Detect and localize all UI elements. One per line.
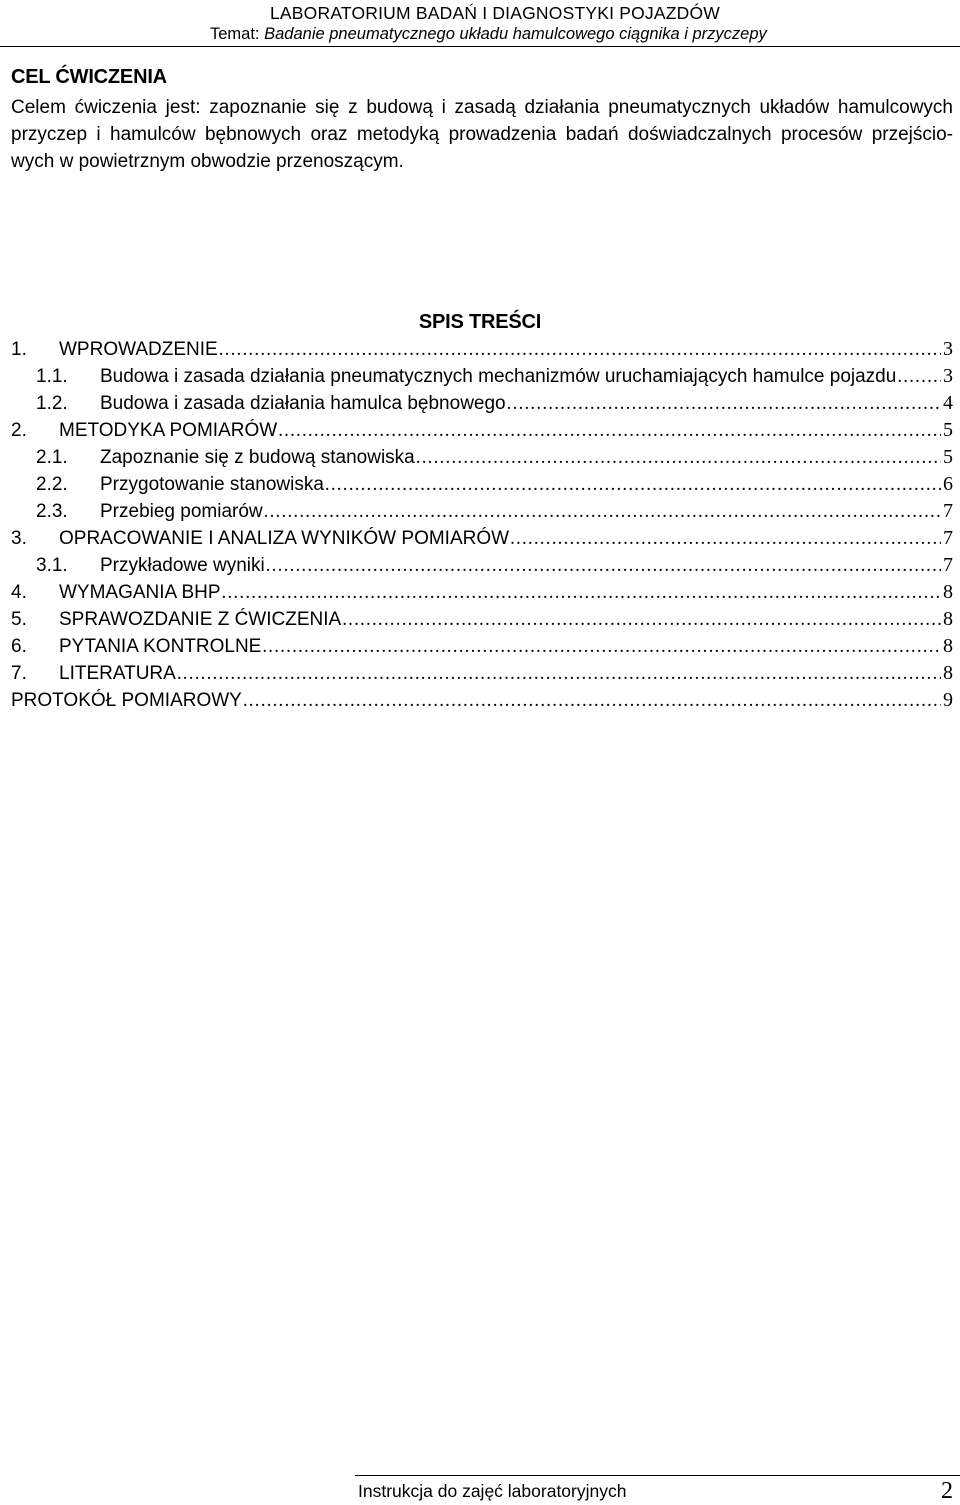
toc-entry-text: Przebieg pomiarów bbox=[100, 501, 263, 522]
toc-leader-dots bbox=[897, 363, 941, 390]
header-rule bbox=[0, 46, 960, 47]
toc-entry-text: PYTANIA KONTROLNE bbox=[59, 636, 262, 657]
toc-entry-text: Zapoznanie się z budową stanowiska bbox=[100, 447, 415, 468]
page-footer bbox=[0, 1475, 960, 1504]
toc-entry-page: 5 bbox=[943, 419, 953, 441]
toc-entry-page: 3 bbox=[943, 338, 953, 360]
toc-entry-number: 2. bbox=[11, 420, 27, 441]
header-topic-text: Badanie pneumatycznego układu hamulcowego ciągnika i przyczepy bbox=[264, 25, 767, 43]
toc-entry[interactable] bbox=[11, 552, 953, 579]
toc-leader-dots bbox=[243, 687, 941, 714]
toc-leader-dots bbox=[325, 471, 941, 498]
toc-entry[interactable] bbox=[11, 363, 953, 390]
toc-entry-text: Przygotowanie stanowiska bbox=[100, 474, 324, 495]
toc-entry-page: 8 bbox=[943, 662, 953, 684]
toc-entry-page: 6 bbox=[943, 473, 953, 495]
toc-entry-text: WYMAGANIA BHP bbox=[59, 582, 221, 603]
goal-paragraph bbox=[11, 94, 953, 175]
toc-entry[interactable] bbox=[11, 660, 953, 687]
toc-entry-number: 2.2. bbox=[36, 474, 68, 495]
toc-leader-dots bbox=[507, 390, 941, 417]
toc-entry-page: 4 bbox=[943, 392, 953, 414]
toc-entry[interactable] bbox=[11, 390, 953, 417]
toc-leader-dots bbox=[416, 444, 941, 471]
toc-leader-dots bbox=[177, 660, 941, 687]
toc-entry[interactable] bbox=[11, 579, 953, 606]
toc-entry-text: METODYKA POMIARÓW bbox=[59, 420, 278, 441]
toc-entry[interactable] bbox=[11, 336, 953, 363]
toc-leader-dots bbox=[342, 606, 941, 633]
toc-entry[interactable] bbox=[11, 498, 953, 525]
goal-title: CEL ĆWICZENIA bbox=[11, 66, 167, 88]
toc-entry-page: 8 bbox=[943, 608, 953, 630]
header-lab-name: LABORATORIUM BADAŃ I DIAGNOSTYKI POJAZDÓW bbox=[270, 3, 720, 23]
toc-entry-number: 3.1. bbox=[36, 555, 68, 576]
toc-entry-text: WPROWADZENIE bbox=[59, 339, 218, 360]
toc-leader-dots bbox=[510, 525, 941, 552]
toc-entry-number: 7. bbox=[11, 663, 27, 684]
goal-line: Celem ćwiczenia jest: zapoznanie się z budową i zasadą działania pneumatycznych układów hamulcowych bbox=[11, 97, 953, 118]
toc-entry[interactable] bbox=[11, 633, 953, 660]
toc-entry[interactable] bbox=[11, 444, 953, 471]
toc-entry-number: 1. bbox=[11, 339, 27, 360]
toc-entry-text: LITERATURA bbox=[59, 663, 176, 684]
page-number: 2 bbox=[941, 1478, 953, 1504]
toc-entry-text: Budowa i zasada działania hamulca bębnowego bbox=[100, 393, 506, 414]
goal-line: wych w powietrznym obwodzie przenoszącym. bbox=[11, 151, 404, 172]
toc-entry-text: SPRAWOZDANIE Z ĆWICZENIA bbox=[59, 609, 342, 630]
toc-entry-number: 1.1. bbox=[36, 366, 68, 387]
goal-line: przyczep i hamulców bębnowych oraz metodyką prowadzenia badań doświadczalnych procesów przejścio- bbox=[11, 124, 953, 145]
toc-entry-text: PROTOKÓŁ POMIAROWY bbox=[11, 690, 242, 711]
toc-leader-dots bbox=[219, 336, 941, 363]
toc-entry-text: OPRACOWANIE I ANALIZA WYNIKÓW POMIARÓW bbox=[59, 528, 510, 549]
toc-entry-page: 8 bbox=[943, 581, 953, 603]
toc-entry-page: 7 bbox=[943, 527, 953, 549]
toc-entry-number: 6. bbox=[11, 636, 27, 657]
toc-entry-page: 5 bbox=[943, 446, 953, 468]
toc-entry[interactable] bbox=[11, 471, 953, 498]
toc-leader-dots bbox=[266, 552, 941, 579]
toc-entry-number: 2.3. bbox=[36, 501, 68, 522]
toc-entry-text: Budowa i zasada działania pneumatycznych mechanizmów uruchamiających hamulce pojazdu bbox=[100, 366, 897, 387]
toc-entry-number: 1.2. bbox=[36, 393, 68, 414]
toc-leader-dots bbox=[264, 498, 941, 525]
toc-entry[interactable] bbox=[11, 525, 953, 552]
toc-entry-page: 8 bbox=[943, 635, 953, 657]
header-topic-label: Temat: bbox=[210, 25, 265, 43]
page-header bbox=[0, 0, 960, 47]
toc-leader-dots bbox=[222, 579, 941, 606]
toc-entry[interactable] bbox=[11, 687, 953, 714]
toc-leader-dots bbox=[278, 417, 941, 444]
footer-text: Instrukcja do zajęć laboratoryjnych bbox=[358, 1481, 627, 1501]
toc-entry-page: 9 bbox=[943, 689, 953, 711]
toc-entry-number: 3. bbox=[11, 528, 27, 549]
toc-entry-number: 4. bbox=[11, 582, 27, 603]
toc-entry-page: 3 bbox=[943, 365, 953, 387]
footer-rule bbox=[355, 1475, 960, 1476]
toc-entry[interactable] bbox=[11, 417, 953, 444]
toc-title: SPIS TREŚCI bbox=[418, 311, 542, 333]
toc-entry-page: 7 bbox=[943, 500, 953, 522]
toc-entry-number: 2.1. bbox=[36, 447, 68, 468]
header-topic bbox=[210, 25, 767, 44]
toc-entry[interactable] bbox=[11, 606, 953, 633]
toc-entry-number: 5. bbox=[11, 609, 27, 630]
toc-entry-text: Przykładowe wyniki bbox=[100, 555, 265, 576]
table-of-contents bbox=[11, 336, 953, 714]
toc-leader-dots bbox=[262, 633, 941, 660]
toc-entry-page: 7 bbox=[943, 554, 953, 576]
